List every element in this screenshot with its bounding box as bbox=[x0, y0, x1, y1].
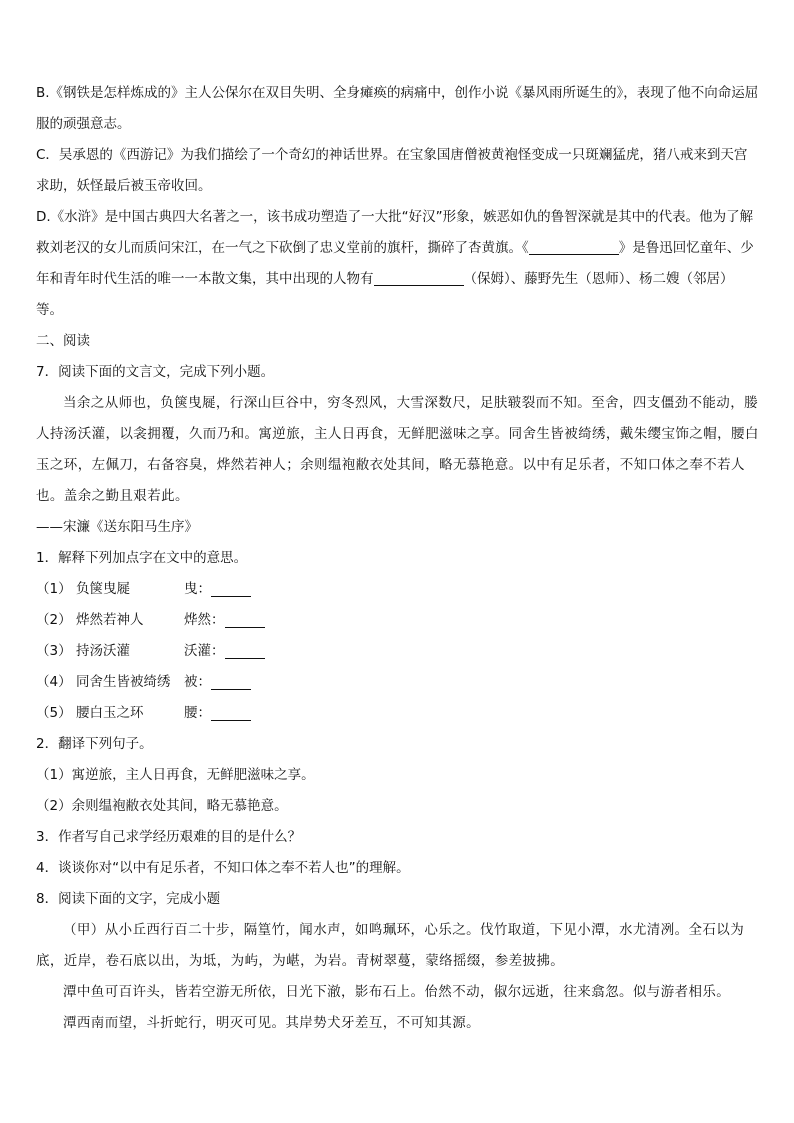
option-d-part2: 》是鲁迅回忆童年、少年和青年时代生活的唯一一本散文集，其中出现的人物有 bbox=[36, 240, 754, 287]
item-number: （2） bbox=[36, 612, 72, 628]
list-item bbox=[36, 698, 760, 729]
passage-source: ——宋濂《送东阳马生序》 bbox=[36, 519, 198, 535]
item-phrase: 负箧曳屣 bbox=[76, 581, 130, 597]
item-number: （1） bbox=[36, 581, 72, 597]
option-d bbox=[36, 202, 760, 326]
item-number: （4） bbox=[36, 674, 72, 690]
item-phrase: 烨然若神人 bbox=[76, 612, 144, 628]
list-item bbox=[36, 636, 760, 667]
answer-blank[interactable] bbox=[225, 613, 265, 628]
answer-blank[interactable] bbox=[225, 644, 265, 659]
passage-paragraph: 潭西南而望，斗折蛇行，明灭可见。其岸势犬牙差互，不可知其源。 bbox=[63, 1015, 480, 1031]
question-8-heading: 8．阅读下面的文字，完成小题 bbox=[36, 891, 221, 907]
item-phrase: 持汤沃灌 bbox=[76, 643, 130, 659]
section-heading: 二、阅读 bbox=[36, 333, 90, 349]
subquestion-1-heading: 1．解释下列加点字在文中的意思。 bbox=[36, 550, 248, 566]
item-term: 被： bbox=[184, 674, 211, 690]
option-b: B.《钢铁是怎样炼成的》主人公保尔在双目失明、全身瘫痪的病痛中，创作小说《暴风雨所诞生的》，表现了他不向命运屈服的顽强意志。 bbox=[36, 85, 759, 132]
subquestion-4: 4．谈谈你对“以中有足乐者，不知口体之奉不若人也”的理解。 bbox=[36, 860, 410, 876]
translate-sentence-2: （2）余则缊袍敝衣处其间，略无慕艳意。 bbox=[36, 798, 288, 814]
document-page bbox=[36, 78, 760, 1039]
option-d-part1: D.《水浒》是中国古典四大名著之一，该书成功塑造了一大批“好汉”形象，嫉恶如仇的鲁智深就是其中的代表。他为了解救刘老汉的女儿而质问宋江，在一气之下砍倒了忠义堂前的旗杆，撕碎了杏黄旗。《 bbox=[36, 209, 754, 256]
answer-blank[interactable] bbox=[374, 271, 464, 286]
passage-paragraph: 潭中鱼可百许头，皆若空游无所依，日光下澈，影布石上。佁然不动，俶尔远逝，往来翕忽。似与游者相乐。 bbox=[63, 984, 731, 1000]
item-number: （3） bbox=[36, 643, 72, 659]
classical-passage: 当余之从师也，负箧曳屣，行深山巨谷中，穷冬烈风，大雪深数尺，足肤皲裂而不知。至舍，四支僵劲不能动，媵人持汤沃灌，以衾拥覆，久而乃和。寓逆旅，主人日再食，无鲜肥滋味之享。同舍生皆被绮绣，戴朱缨宝饰之帽，腰白玉之环，左佩刀，右备容臭，烨然若神人；余则缊袍敝衣处其间，略无慕艳意。以中有足乐者，不知口体之奉不若人也。盖余之勤且艰若此。 bbox=[36, 395, 759, 504]
item-phrase: 同舍生皆被绮绣 bbox=[76, 674, 171, 690]
answer-blank[interactable] bbox=[529, 240, 619, 255]
subquestion-3: 3．作者写自己求学经历艰难的目的是什么？ bbox=[36, 829, 302, 845]
option-c: C．吴承恩的《西游记》为我们描绘了一个奇幻的神话世界。在宝象国唐僧被黄袍怪变成一只斑斓猛虎，猪八戒来到天宫求助，妖怪最后被玉帝收回。 bbox=[36, 147, 748, 194]
option-d-part3: （保姆）、藤野先生（恩师）、杨二嫂（邻居）等。 bbox=[36, 271, 734, 318]
list-item bbox=[36, 574, 760, 605]
answer-blank[interactable] bbox=[211, 582, 251, 597]
item-number: （5） bbox=[36, 705, 72, 721]
item-phrase: 腰白玉之环 bbox=[76, 705, 144, 721]
list-item bbox=[36, 605, 760, 636]
answer-blank[interactable] bbox=[211, 675, 251, 690]
answer-blank[interactable] bbox=[211, 706, 251, 721]
item-term: 烨然： bbox=[184, 612, 225, 628]
item-term: 曳： bbox=[184, 581, 211, 597]
passage-paragraph: （甲）从小丘西行百二十步，隔篁竹，闻水声，如鸣珮环，心乐之。伐竹取道，下见小潭，水尤清冽。全石以为底，近岸，卷石底以出，为坻，为屿，为嵁，为岩。青树翠蔓，蒙络摇缀，参差披拂。 bbox=[36, 922, 745, 969]
item-term: 腰： bbox=[184, 705, 211, 721]
item-term: 沃灌： bbox=[184, 643, 225, 659]
list-item bbox=[36, 667, 760, 698]
subquestion-2-heading: 2．翻译下列句子。 bbox=[36, 736, 153, 752]
translate-sentence-1: （1）寓逆旅，主人日再食，无鲜肥滋味之享。 bbox=[36, 767, 315, 783]
question-7-heading: 7．阅读下面的文言文，完成下列小题。 bbox=[36, 364, 275, 380]
